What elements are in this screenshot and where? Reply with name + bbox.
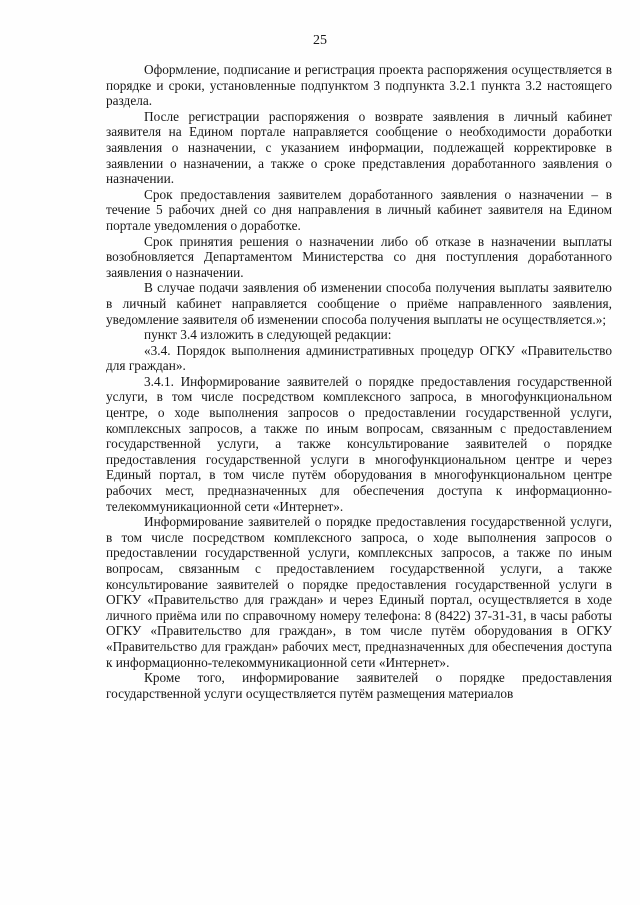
paragraph-additional-informing: Кроме того, информирование заявителей о порядке предоставления государственной услуги осуществляется путём размещения материалов	[106, 670, 612, 701]
paragraph-decision-resumed: Срок принятия решения о назначении либо об отказе в назначении выплаты возобновляется Департаментом Министерства со дня поступления доработанного заявления о назначении.	[106, 233, 612, 280]
paragraph-amendment-intro: пункт 3.4 изложить в следующей редакции:	[144, 327, 392, 343]
paragraph-registration: Оформление, подписание и регистрация проекта распоряжения осуществляется в порядке и сроки, установленные подпунктом 3 подпункта 3.2.1 пункта 3.2 настоящего раздела.	[106, 62, 612, 109]
section-heading-3-4: «3.4. Порядок выполнения административных процедур ОГКУ «Правительство для граждан».	[106, 342, 612, 374]
page-number: 25	[313, 33, 327, 48]
paragraph-resubmission-deadline: Срок предоставления заявителем доработанного заявления о назначении – в течение 5 рабочих дней со дня направления в личный кабинет заявителя на Едином портале уведомления о доработке.	[106, 186, 612, 233]
document-body	[106, 62, 612, 701]
paragraph-informing-ogku: Информирование заявителей о порядке предоставления государственной услуги, в том числе посредством комплексного запроса, о ходе выполнения запросов о предоставлении государственной услуги, комплексных запросов, а также по иным вопросам, связанным с предоставлением государственной услуги, а также консультирование заявителей о порядке предоставления государственной услуги в ОГКУ «Правительство для граждан» и через Единый портал, осуществляется в ходе личного приёма или по справочному номеру телефона: 8 (8422) 37-31-31, в часы работы ОГКУ «Правительство для граждан», в том числе путём оборудования в ОГКУ «Правительство для граждан» рабочих мест, предназначенных для обеспечения доступа к информационно-телекоммуникационной сети «Интернет».	[106, 514, 612, 670]
paragraph-3-4-1: 3.4.1. Информирование заявителей о порядке предоставления государственной услуги, в том числе посредством комплексного запроса, в многофункциональном центре, о ходе выполнения запросов о предоставлении государственной услуги, комплексных запросов, а также по иным вопросам, связанным с предоставлением государственной услуги, а также консультирование заявителей о порядке предоставления государственной услуги в многофункциональном центре и через Единый портал, в том числе путём оборудования в многофункциональном центре рабочих мест, предназначенных для обеспечения доступа к информационно-телекоммуникационной сети «Интернет».	[106, 373, 612, 514]
paragraph-payment-method-change: В случае подачи заявления об изменении способа получения выплаты заявителю в личный кабинет направляется сообщение о приёме направленного заявления, уведомление заявителя об изменении способа получения выплаты не осуществляется.»;	[106, 280, 612, 327]
paragraph-return-message: После регистрации распоряжения о возврате заявления в личный кабинет заявителя на Едином портале направляется сообщение о необходимости доработки заявления о назначении, с указанием информации, подлежащей корректировке в заявлении о назначении, а также о сроке представления доработанного заявления о назначении.	[106, 108, 612, 187]
